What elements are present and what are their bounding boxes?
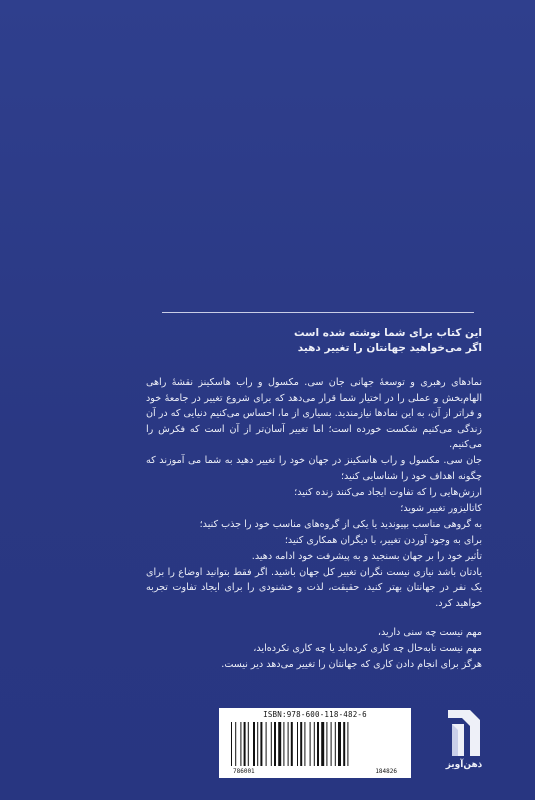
publisher-name: ذهن‌آویز (445, 760, 483, 770)
isbn-label: ISBN:978-600-118-482-6 (263, 710, 367, 719)
intro-paragraph: نمادهای رهبری و توسعهٔ جهانی جان سی. مکسول و راب هاسکینز نقشهٔ راهی الهام‌بخش و عملی را در اختیار شما قرار می‌دهد که برای شروع تغییر در جامعهٔ خود و فراتر از آن، به این نمادها نیازمندید. بسیاری از ما، احساس می‌کنیم دنیایی که در آن زندگی می‌کنیم شکست خورده است؛ اما تغییر آسان‌تر از آن است که فکرش را می‌کنیم. (146, 377, 482, 450)
isbn-barcode (219, 708, 411, 778)
skills-list (146, 453, 482, 565)
closing-line: هرگز برای انجام دادن کاری که جهانتان را تغییر می‌دهد دیر نیست. (221, 659, 482, 670)
barcode-icon (229, 722, 401, 766)
divider-line (162, 312, 474, 313)
list-item: جان سی. مکسول و راب هاسکینز در جهان خود را تغییر دهید به شما می آموزند که چگونه اهداف خود را شناسایی کنید؛ (146, 454, 482, 482)
closing-line: مهم نیست تابه‌حال چه کاری کرده‌اید یا چه کاری نکرده‌اید، (253, 643, 482, 654)
remember-paragraph: یادتان باشد نیازی نیست نگران تغییر کل جهان باشید. اگر فقط بتوانید اوضاع را برای یک نفر در جهانتان بهتر کنید، حقیقت، لذت و خشنودی را برای ایجاد تفاوت تجربه خواهید کرد. (146, 566, 482, 609)
list-item: کاتالیزور تغییر شوید؛ (400, 502, 482, 514)
list-item: برای به وجود آوردن تغییر، با دیگران همکاری کنید؛ (284, 534, 482, 546)
barcode-digits-left: 786001 (233, 768, 255, 775)
heading-line-1: این کتاب برای شما نوشته شده است (294, 327, 482, 339)
blurb (146, 326, 482, 673)
list-item: تأثیر خود را بر جهان بسنجید و به پیشرفت خود ادامه دهید. (251, 550, 482, 562)
heading-line-2: اگر می‌خواهید جهانتان را تغییر دهید (297, 342, 482, 354)
closing-line: مهم نیست چه سنی دارید، (377, 627, 482, 638)
list-item: به گروهی مناسب بپیوندید یا یکی از گروه‌های مناسب خود را جذب کنید؛ (199, 518, 482, 530)
barcode-digits-right: 184826 (375, 768, 397, 775)
list-item: ارزش‌هایی را که تفاوت ایجاد می‌کنند زنده کنید؛ (294, 486, 482, 498)
